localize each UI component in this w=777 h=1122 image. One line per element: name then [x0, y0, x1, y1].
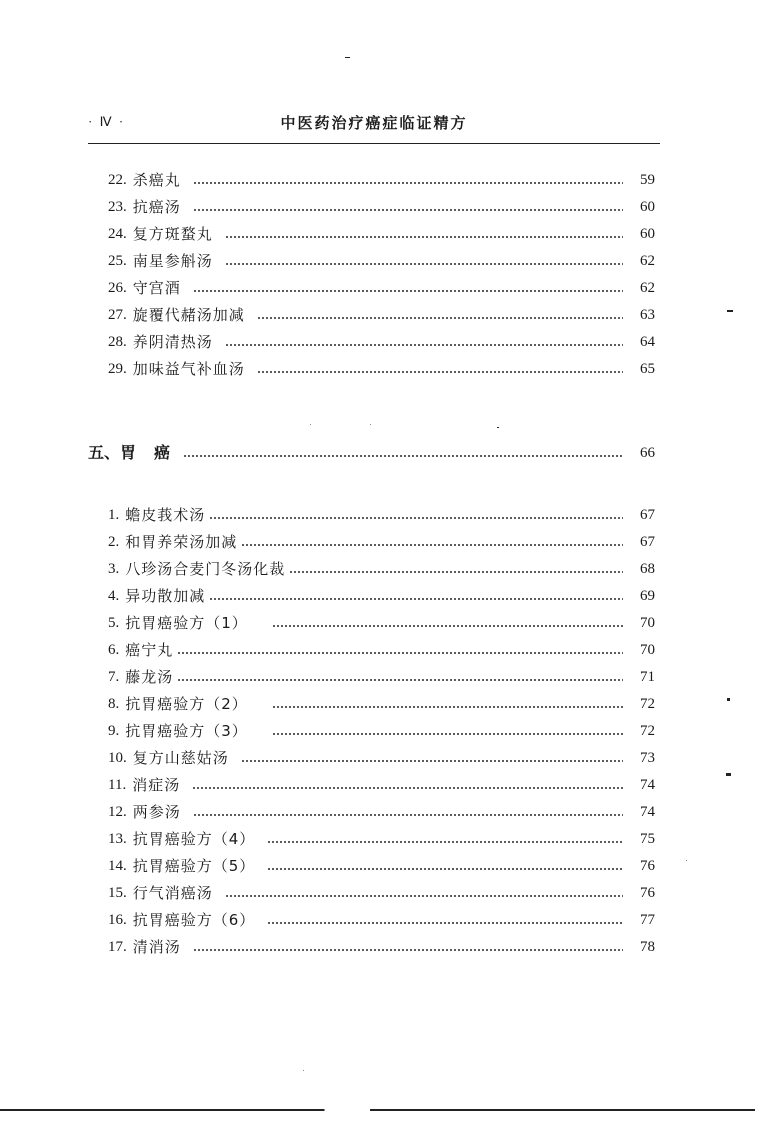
entry-number: 29. — [108, 361, 127, 377]
entry-page: 77 — [640, 912, 655, 928]
entry-title: 八珍汤合麦门冬汤化裁 — [125, 560, 286, 578]
entry-number: 7. — [108, 669, 120, 685]
entry-title: 复方斑蝥丸 — [132, 225, 213, 243]
entry-title: 清消汤 — [132, 938, 181, 956]
dot-leader — [177, 679, 623, 681]
entry-title: 异功散加减 — [125, 587, 206, 605]
entry-title: 复方山慈姑汤 — [132, 749, 229, 767]
entry-page: 70 — [640, 642, 655, 658]
toc-entry[interactable] — [108, 691, 655, 717]
toc-entry[interactable] — [108, 583, 655, 609]
entry-number: 2. — [108, 534, 120, 550]
entry-page: 65 — [640, 361, 655, 377]
entry-page: 63 — [640, 307, 655, 323]
scan-speck — [727, 310, 733, 312]
entry-number: 17. — [108, 939, 127, 955]
entry-title: 养阴清热汤 — [132, 333, 213, 351]
entry-title: 和胃养荣汤加减 — [125, 533, 238, 551]
entry-title: 旋覆代赭汤加减 — [132, 306, 245, 324]
dot-leader — [177, 652, 623, 654]
dot-leader — [241, 760, 623, 762]
entry-number: 6. — [108, 642, 120, 658]
dot-leader — [257, 317, 623, 319]
entry-title: 两参汤 — [132, 803, 181, 821]
entry-number: 11. — [108, 777, 127, 793]
entry-number: 12. — [108, 804, 127, 820]
scan-speck — [726, 773, 731, 776]
toc-entry[interactable] — [108, 275, 655, 301]
entry-title: 抗癌汤 — [132, 198, 181, 216]
dot-leader — [193, 814, 623, 816]
entry-title: 行气消癌汤 — [132, 884, 213, 902]
entry-page: 72 — [640, 696, 655, 712]
entry-number: 5. — [108, 615, 120, 631]
entry-number: 24. — [108, 226, 127, 242]
entry-title: 杀癌丸 — [132, 171, 181, 189]
scan-speck — [370, 424, 371, 425]
entry-page: 72 — [640, 723, 655, 739]
entry-number: 14. — [108, 858, 127, 874]
entry-number: 1. — [108, 507, 120, 523]
dot-leader — [193, 182, 623, 184]
entry-title: 抗胃癌验方（3） — [125, 722, 248, 740]
entry-page: 71 — [640, 669, 655, 685]
page-header — [88, 112, 660, 136]
dot-leader — [272, 706, 623, 708]
entry-title: 癌宁丸 — [125, 641, 174, 659]
scan-speck — [497, 427, 499, 428]
footer-rule — [0, 1109, 755, 1111]
entry-page: 74 — [640, 804, 655, 820]
dot-leader — [225, 263, 623, 265]
scan-speck — [310, 424, 311, 425]
toc-entry[interactable] — [108, 826, 655, 852]
dot-leader — [267, 868, 623, 870]
entry-title: 消症汤 — [132, 776, 181, 794]
entry-page: 60 — [640, 199, 655, 215]
toc-entry[interactable] — [108, 167, 655, 193]
toc-entry[interactable] — [108, 745, 655, 771]
entry-title: 抗胃癌验方（4） — [132, 830, 256, 848]
toc-entry[interactable] — [108, 907, 655, 933]
entry-title: 南星参斛汤 — [132, 252, 213, 270]
dot-leader — [289, 571, 623, 573]
dot-leader — [193, 949, 623, 951]
section-page: 66 — [640, 445, 655, 461]
entry-number: 9. — [108, 723, 120, 739]
entry-page: 67 — [640, 534, 655, 550]
dot-leader — [183, 455, 623, 457]
entry-page: 76 — [640, 858, 655, 874]
dot-leader — [193, 209, 623, 211]
dot-leader — [225, 236, 623, 238]
toc-entry[interactable] — [108, 880, 655, 906]
entry-page: 73 — [640, 750, 655, 766]
toc-entry[interactable] — [108, 248, 655, 274]
entry-number: 28. — [108, 334, 127, 350]
header-rule — [88, 143, 660, 144]
toc-entry[interactable] — [108, 329, 655, 355]
entry-title: 抗胃癌验方（5） — [132, 857, 256, 875]
toc-entry[interactable] — [108, 799, 655, 825]
entry-number: 22. — [108, 172, 127, 188]
scan-speck — [303, 1070, 304, 1071]
scan-speck — [727, 698, 730, 701]
entry-page: 59 — [640, 172, 655, 188]
dot-leader — [241, 544, 623, 546]
entry-number: 23. — [108, 199, 127, 215]
dot-leader — [209, 517, 623, 519]
entry-page: 67 — [640, 507, 655, 523]
dot-leader — [272, 625, 623, 627]
scan-speck — [345, 57, 350, 58]
toc-entry[interactable] — [108, 502, 655, 528]
dot-leader — [267, 922, 623, 924]
toc-entry[interactable] — [108, 302, 655, 328]
entry-page: 75 — [640, 831, 655, 847]
running-title: 中医药治疗癌症临证精方 — [280, 114, 468, 132]
entry-number: 27. — [108, 307, 127, 323]
toc-entry[interactable] — [108, 610, 655, 636]
dot-leader — [267, 841, 623, 843]
entry-number: 10. — [108, 750, 127, 766]
entry-title: 守宫酒 — [132, 279, 181, 297]
entry-title: 抗胃癌验方（1） — [125, 614, 248, 632]
toc-entry[interactable] — [108, 194, 655, 220]
toc-entry[interactable] — [108, 556, 655, 582]
dot-leader — [192, 787, 623, 789]
entry-page: 64 — [640, 334, 655, 350]
entry-number: 13. — [108, 831, 127, 847]
entry-number: 16. — [108, 912, 127, 928]
dot-leader — [257, 371, 623, 373]
toc-entry[interactable] — [108, 934, 655, 960]
entry-number: 3. — [108, 561, 120, 577]
entry-page: 60 — [640, 226, 655, 242]
entry-number: 4. — [108, 588, 120, 604]
section-title: 胃 癌 — [120, 443, 172, 462]
scan-speck — [686, 860, 687, 861]
dot-leader — [209, 598, 623, 600]
page-folio: · Ⅳ · — [88, 114, 126, 129]
section-number: 五、 — [88, 443, 121, 462]
toc-entry[interactable] — [108, 221, 655, 247]
entry-number: 15. — [108, 885, 127, 901]
entry-number: 25. — [108, 253, 127, 269]
toc-entry[interactable] — [108, 772, 655, 798]
entry-title: 藤龙汤 — [125, 668, 174, 686]
dot-leader — [272, 733, 623, 735]
entry-page: 69 — [640, 588, 655, 604]
toc-entry[interactable] — [108, 853, 655, 879]
toc-entry[interactable] — [108, 718, 655, 744]
entry-title: 抗胃癌验方（6） — [132, 911, 256, 929]
entry-page: 78 — [640, 939, 655, 955]
entry-number: 8. — [108, 696, 120, 712]
entry-page: 68 — [640, 561, 655, 577]
dot-leader — [225, 895, 623, 897]
entry-page: 74 — [640, 777, 655, 793]
toc-section-heading[interactable] — [88, 440, 655, 466]
entry-page: 62 — [640, 280, 655, 296]
entry-number: 26. — [108, 280, 127, 296]
entry-title: 抗胃癌验方（2） — [125, 695, 248, 713]
entry-page: 76 — [640, 885, 655, 901]
entry-page: 70 — [640, 615, 655, 631]
toc-entry[interactable] — [108, 637, 655, 663]
entry-title: 加味益气补血汤 — [132, 360, 245, 378]
toc-entry[interactable] — [108, 529, 655, 555]
dot-leader — [193, 290, 623, 292]
toc-entry[interactable] — [108, 356, 655, 382]
entry-page: 62 — [640, 253, 655, 269]
entry-title: 蟾皮莪术汤 — [125, 506, 206, 524]
dot-leader — [225, 344, 623, 346]
toc-entry[interactable] — [108, 664, 655, 690]
